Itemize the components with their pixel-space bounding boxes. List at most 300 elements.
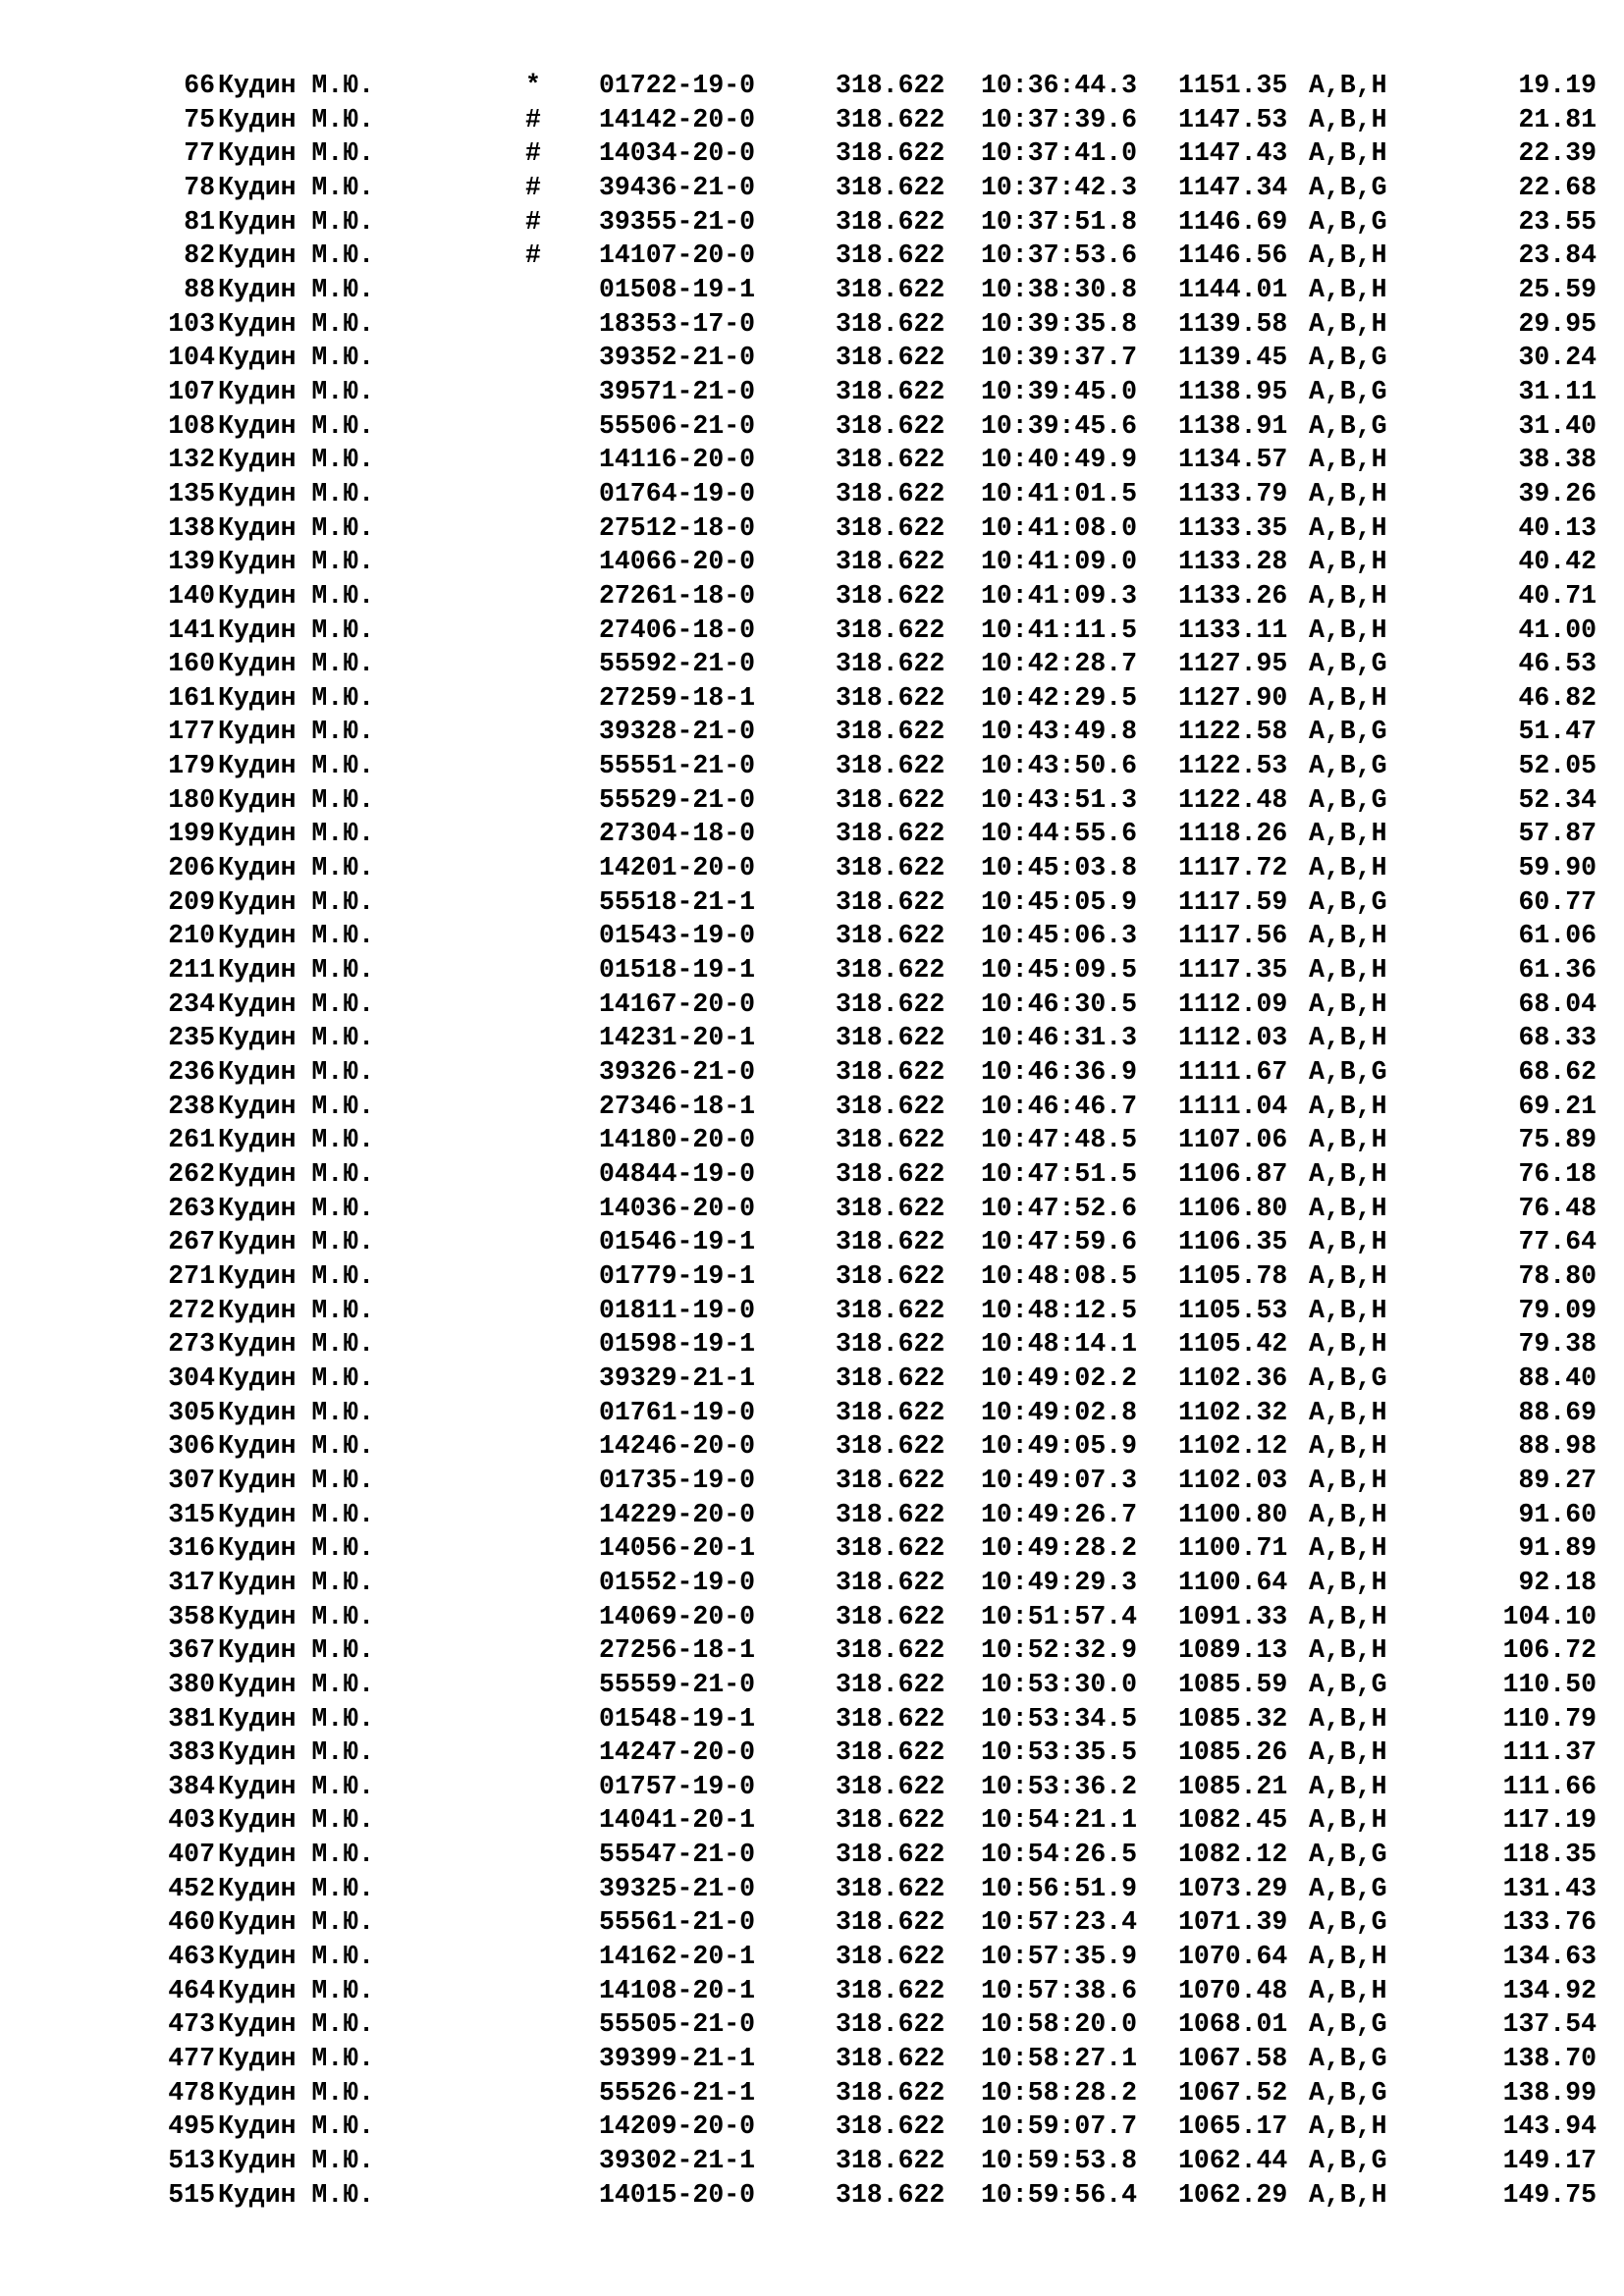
result-value: 138.70 <box>1502 2044 1597 2074</box>
row-number: 305 <box>168 1397 215 1427</box>
row-number: 179 <box>168 751 215 781</box>
result-value: 137.54 <box>1502 2009 1597 2040</box>
observer-name: Кудин М.Ю. <box>218 547 375 577</box>
time-value: 10:42:29.5 <box>981 682 1138 713</box>
time-value: 10:39:37.7 <box>981 343 1138 373</box>
time-value: 10:57:23.4 <box>981 1907 1138 1938</box>
row-number: 477 <box>168 2044 215 2074</box>
row-number: 138 <box>168 512 215 543</box>
object-id: 55559-21-0 <box>599 1669 756 1699</box>
time-value: 10:49:26.7 <box>981 1499 1138 1529</box>
mjd-value: 318.622 <box>836 1942 946 1972</box>
range-value: 1122.53 <box>1178 751 1288 781</box>
observer-name: Кудин М.Ю. <box>218 1567 375 1597</box>
table-row <box>0 953 1624 988</box>
mjd-value: 318.622 <box>836 2179 946 2210</box>
result-value: 134.92 <box>1502 1975 1597 2005</box>
time-value: 10:43:49.8 <box>981 717 1138 747</box>
table-row <box>0 1157 1624 1192</box>
time-value: 10:57:35.9 <box>981 1942 1138 1972</box>
observer-name: Кудин М.Ю. <box>218 1465 375 1495</box>
range-value: 1127.90 <box>1178 682 1288 713</box>
table-row <box>0 988 1624 1022</box>
band-codes: A,B,H <box>1309 819 1387 849</box>
object-id: 39326-21-0 <box>599 1057 756 1088</box>
mjd-value: 318.622 <box>836 1737 946 1768</box>
mjd-value: 318.622 <box>836 614 946 645</box>
row-number: 495 <box>168 2111 215 2142</box>
time-value: 10:45:05.9 <box>981 886 1138 917</box>
table-row <box>0 1225 1624 1259</box>
band-codes: A,B,G <box>1309 1669 1387 1699</box>
time-value: 10:48:08.5 <box>981 1260 1138 1291</box>
object-id: 39302-21-1 <box>599 2146 756 2176</box>
band-codes: A,B,G <box>1309 886 1387 917</box>
result-value: 57.87 <box>1518 819 1597 849</box>
object-id: 14209-20-0 <box>599 2111 756 2142</box>
table-row <box>0 1770 1624 1804</box>
result-value: 106.72 <box>1502 1635 1597 1666</box>
table-row <box>0 1123 1624 1157</box>
result-value: 88.98 <box>1518 1431 1597 1462</box>
row-flag: # <box>525 172 541 202</box>
range-value: 1117.72 <box>1178 853 1288 883</box>
time-value: 10:44:55.6 <box>981 819 1138 849</box>
time-value: 10:43:50.6 <box>981 751 1138 781</box>
row-number: 358 <box>168 1601 215 1631</box>
row-number: 515 <box>168 2179 215 2210</box>
object-id: 39328-21-0 <box>599 717 756 747</box>
observer-name: Кудин М.Ю. <box>218 1295 375 1325</box>
band-codes: A,B,G <box>1309 2044 1387 2074</box>
band-codes: A,B,H <box>1309 1023 1387 1053</box>
row-number: 267 <box>168 1227 215 1257</box>
time-value: 10:49:29.3 <box>981 1567 1138 1597</box>
time-value: 10:37:41.0 <box>981 138 1138 169</box>
time-value: 10:49:05.9 <box>981 1431 1138 1462</box>
result-value: 59.90 <box>1518 853 1597 883</box>
band-codes: A,B,H <box>1309 1465 1387 1495</box>
time-value: 10:58:20.0 <box>981 2009 1138 2040</box>
row-number: 66 <box>184 71 215 100</box>
object-id: 39325-21-0 <box>599 1873 756 1903</box>
object-id: 04844-19-0 <box>599 1159 756 1189</box>
row-number: 132 <box>168 445 215 475</box>
object-id: 55526-21-1 <box>599 2077 756 2108</box>
range-value: 1133.35 <box>1178 512 1288 543</box>
mjd-value: 318.622 <box>836 1805 946 1836</box>
result-value: 76.18 <box>1518 1159 1597 1189</box>
time-value: 10:53:34.5 <box>981 1703 1138 1734</box>
result-value: 38.38 <box>1518 445 1597 475</box>
object-id: 01552-19-0 <box>599 1567 756 1597</box>
object-id: 01518-19-1 <box>599 955 756 986</box>
row-number: 88 <box>184 274 215 304</box>
table-row <box>0 919 1624 953</box>
table-row <box>0 614 1624 648</box>
row-number: 141 <box>168 614 215 645</box>
object-id: 14036-20-0 <box>599 1193 756 1223</box>
range-value: 1112.09 <box>1178 988 1288 1019</box>
result-value: 46.53 <box>1518 649 1597 679</box>
result-value: 111.37 <box>1502 1737 1597 1768</box>
mjd-value: 318.622 <box>836 819 946 849</box>
observer-name: Кудин М.Ю. <box>218 240 375 271</box>
object-id: 39352-21-0 <box>599 343 756 373</box>
row-number: 234 <box>168 988 215 1019</box>
table-row <box>0 1362 1624 1396</box>
result-value: 79.09 <box>1518 1295 1597 1325</box>
observer-name: Кудин М.Ю. <box>218 274 375 304</box>
range-value: 1102.32 <box>1178 1397 1288 1427</box>
time-value: 10:47:52.6 <box>981 1193 1138 1223</box>
range-value: 1085.32 <box>1178 1703 1288 1734</box>
time-value: 10:59:07.7 <box>981 2111 1138 2142</box>
result-value: 29.95 <box>1518 308 1597 339</box>
table-row <box>0 1327 1624 1362</box>
band-codes: A,B,H <box>1309 853 1387 883</box>
range-value: 1138.95 <box>1178 376 1288 406</box>
table-row <box>0 239 1624 273</box>
row-flag: # <box>525 138 541 169</box>
mjd-value: 318.622 <box>836 886 946 917</box>
observer-name: Кудин М.Ю. <box>218 2077 375 2108</box>
band-codes: A,B,G <box>1309 784 1387 815</box>
observer-name: Кудин М.Ю. <box>218 1942 375 1972</box>
row-number: 407 <box>168 1840 215 1870</box>
row-number: 104 <box>168 343 215 373</box>
result-value: 117.19 <box>1502 1805 1597 1836</box>
time-value: 10:46:36.9 <box>981 1057 1138 1088</box>
result-value: 22.39 <box>1518 138 1597 169</box>
object-id: 55551-21-0 <box>599 751 756 781</box>
row-number: 161 <box>168 682 215 713</box>
range-value: 1089.13 <box>1178 1635 1288 1666</box>
time-value: 10:41:01.5 <box>981 478 1138 508</box>
observer-name: Кудин М.Ю. <box>218 988 375 1019</box>
result-value: 78.80 <box>1518 1260 1597 1291</box>
time-value: 10:37:51.8 <box>981 206 1138 237</box>
range-value: 1111.67 <box>1178 1057 1288 1088</box>
row-flag: # <box>525 206 541 237</box>
range-value: 1082.12 <box>1178 1840 1288 1870</box>
table-row <box>0 1974 1624 2008</box>
time-value: 10:49:28.2 <box>981 1533 1138 1564</box>
range-value: 1102.03 <box>1178 1465 1288 1495</box>
observer-name: Кудин М.Ю. <box>218 1771 375 1801</box>
result-value: 110.50 <box>1502 1669 1597 1699</box>
result-value: 118.35 <box>1502 1840 1597 1870</box>
object-id: 14015-20-0 <box>599 2179 756 2210</box>
row-number: 383 <box>168 1737 215 1768</box>
mjd-value: 318.622 <box>836 1533 946 1564</box>
range-value: 1106.87 <box>1178 1159 1288 1189</box>
band-codes: A,B,G <box>1309 1362 1387 1393</box>
table-row <box>0 1838 1624 1872</box>
mjd-value: 318.622 <box>836 343 946 373</box>
row-number: 81 <box>184 206 215 237</box>
result-value: 40.71 <box>1518 580 1597 611</box>
band-codes: A,B,G <box>1309 717 1387 747</box>
row-number: 478 <box>168 2077 215 2108</box>
object-id: 14247-20-0 <box>599 1737 756 1768</box>
range-value: 1105.78 <box>1178 1260 1288 1291</box>
object-id: 01598-19-1 <box>599 1329 756 1360</box>
mjd-value: 318.622 <box>836 2009 946 2040</box>
range-value: 1139.58 <box>1178 308 1288 339</box>
table-row <box>0 1668 1624 1702</box>
table-row <box>0 2144 1624 2178</box>
band-codes: A,B,H <box>1309 2179 1387 2210</box>
time-value: 10:58:28.2 <box>981 2077 1138 2108</box>
band-codes: A,B,H <box>1309 955 1387 986</box>
range-value: 1070.64 <box>1178 1942 1288 1972</box>
table-row <box>0 443 1624 477</box>
table-row <box>0 2007 1624 2042</box>
result-value: 19.19 <box>1518 71 1597 100</box>
range-value: 1111.04 <box>1178 1091 1288 1121</box>
mjd-value: 318.622 <box>836 988 946 1019</box>
table-row <box>0 1940 1624 1974</box>
result-value: 30.24 <box>1518 343 1597 373</box>
observer-name: Кудин М.Ю. <box>218 853 375 883</box>
observer-name: Кудин М.Ю. <box>218 376 375 406</box>
observer-name: Кудин М.Ю. <box>218 478 375 508</box>
band-codes: A,B,H <box>1309 988 1387 1019</box>
band-codes: A,B,H <box>1309 274 1387 304</box>
table-row <box>0 1872 1624 1906</box>
result-value: 89.27 <box>1518 1465 1597 1495</box>
row-number: 316 <box>168 1533 215 1564</box>
object-id: 14246-20-0 <box>599 1431 756 1462</box>
time-value: 10:45:03.8 <box>981 853 1138 883</box>
mjd-value: 318.622 <box>836 1567 946 1597</box>
range-value: 1147.43 <box>1178 138 1288 169</box>
object-id: 14056-20-1 <box>599 1533 756 1564</box>
range-value: 1067.52 <box>1178 2077 1288 2108</box>
range-value: 1065.17 <box>1178 2111 1288 2142</box>
range-value: 1147.53 <box>1178 104 1288 134</box>
observer-name: Кудин М.Ю. <box>218 1329 375 1360</box>
time-value: 10:43:51.3 <box>981 784 1138 815</box>
observer-name: Кудин М.Ю. <box>218 2044 375 2074</box>
time-value: 10:36:44.3 <box>981 71 1138 100</box>
result-value: 23.55 <box>1518 206 1597 237</box>
result-value: 104.10 <box>1502 1601 1597 1631</box>
band-codes: A,B,G <box>1309 649 1387 679</box>
time-value: 10:41:11.5 <box>981 614 1138 645</box>
range-value: 1100.71 <box>1178 1533 1288 1564</box>
row-number: 403 <box>168 1805 215 1836</box>
object-id: 14142-20-0 <box>599 104 756 134</box>
time-value: 10:39:35.8 <box>981 308 1138 339</box>
result-value: 25.59 <box>1518 274 1597 304</box>
observer-name: Кудин М.Ю. <box>218 1362 375 1393</box>
object-id: 14229-20-0 <box>599 1499 756 1529</box>
result-value: 75.89 <box>1518 1125 1597 1155</box>
observer-name: Кудин М.Ю. <box>218 1260 375 1291</box>
time-value: 10:58:27.1 <box>981 2044 1138 2074</box>
mjd-value: 318.622 <box>836 1840 946 1870</box>
mjd-value: 318.622 <box>836 1771 946 1801</box>
result-value: 91.89 <box>1518 1533 1597 1564</box>
band-codes: A,B,H <box>1309 547 1387 577</box>
range-value: 1107.06 <box>1178 1125 1288 1155</box>
observer-name: Кудин М.Ю. <box>218 2009 375 2040</box>
row-number: 139 <box>168 547 215 577</box>
range-value: 1117.56 <box>1178 921 1288 951</box>
object-id: 39329-21-1 <box>599 1362 756 1393</box>
mjd-value: 318.622 <box>836 1907 946 1938</box>
mjd-value: 318.622 <box>836 682 946 713</box>
band-codes: A,B,H <box>1309 1533 1387 1564</box>
object-id: 01543-19-0 <box>599 921 756 951</box>
time-value: 10:46:31.3 <box>981 1023 1138 1053</box>
mjd-value: 318.622 <box>836 1023 946 1053</box>
object-id: 27304-18-0 <box>599 819 756 849</box>
row-number: 160 <box>168 649 215 679</box>
row-number: 513 <box>168 2146 215 2176</box>
time-value: 10:49:02.2 <box>981 1362 1138 1393</box>
mjd-value: 318.622 <box>836 717 946 747</box>
range-value: 1068.01 <box>1178 2009 1288 2040</box>
table-row <box>0 681 1624 716</box>
object-id: 01508-19-1 <box>599 274 756 304</box>
object-id: 14108-20-1 <box>599 1975 756 2005</box>
band-codes: A,B,H <box>1309 1260 1387 1291</box>
row-number: 261 <box>168 1125 215 1155</box>
table-row <box>0 1600 1624 1634</box>
observer-name: Кудин М.Ю. <box>218 206 375 237</box>
row-number: 464 <box>168 1975 215 2005</box>
range-value: 1122.48 <box>1178 784 1288 815</box>
mjd-value: 318.622 <box>836 2111 946 2142</box>
band-codes: A,B,H <box>1309 921 1387 951</box>
result-value: 88.69 <box>1518 1397 1597 1427</box>
table-row <box>0 647 1624 681</box>
observer-name: Кудин М.Ю. <box>218 682 375 713</box>
table-row <box>0 1192 1624 1226</box>
object-id: 14167-20-0 <box>599 988 756 1019</box>
time-value: 10:42:28.7 <box>981 649 1138 679</box>
mjd-value: 318.622 <box>836 308 946 339</box>
row-number: 380 <box>168 1669 215 1699</box>
band-codes: A,B,H <box>1309 1499 1387 1529</box>
time-value: 10:53:30.0 <box>981 1669 1138 1699</box>
range-value: 1085.59 <box>1178 1669 1288 1699</box>
row-number: 384 <box>168 1771 215 1801</box>
object-id: 55547-21-0 <box>599 1840 756 1870</box>
observer-name: Кудин М.Ю. <box>218 172 375 202</box>
result-value: 22.68 <box>1518 172 1597 202</box>
table-row <box>0 1905 1624 1940</box>
mjd-value: 318.622 <box>836 580 946 611</box>
band-codes: A,B,H <box>1309 1703 1387 1734</box>
band-codes: A,B,H <box>1309 2111 1387 2142</box>
result-value: 31.11 <box>1518 376 1597 406</box>
band-codes: A,B,H <box>1309 1567 1387 1597</box>
mjd-value: 318.622 <box>836 853 946 883</box>
range-value: 1146.69 <box>1178 206 1288 237</box>
row-number: 262 <box>168 1159 215 1189</box>
band-codes: A,B,H <box>1309 1227 1387 1257</box>
range-value: 1112.03 <box>1178 1023 1288 1053</box>
result-value: 68.33 <box>1518 1023 1597 1053</box>
row-number: 271 <box>168 1260 215 1291</box>
band-codes: A,B,H <box>1309 1431 1387 1462</box>
mjd-value: 318.622 <box>836 1329 946 1360</box>
result-value: 31.40 <box>1518 410 1597 441</box>
band-codes: A,B,H <box>1309 104 1387 134</box>
table-row <box>0 1498 1624 1532</box>
time-value: 10:37:42.3 <box>981 172 1138 202</box>
band-codes: A,B,H <box>1309 138 1387 169</box>
row-number: 273 <box>168 1329 215 1360</box>
object-id: 14107-20-0 <box>599 240 756 271</box>
row-number: 381 <box>168 1703 215 1734</box>
table-row <box>0 2178 1624 2213</box>
range-value: 1139.45 <box>1178 343 1288 373</box>
result-value: 91.60 <box>1518 1499 1597 1529</box>
observer-name: Кудин М.Ю. <box>218 2179 375 2210</box>
mjd-value: 318.622 <box>836 512 946 543</box>
band-codes: A,B,H <box>1309 71 1387 100</box>
result-value: 39.26 <box>1518 478 1597 508</box>
band-codes: A,B,H <box>1309 614 1387 645</box>
object-id: 27261-18-0 <box>599 580 756 611</box>
observer-name: Кудин М.Ю. <box>218 1159 375 1189</box>
object-id: 01764-19-0 <box>599 478 756 508</box>
time-value: 10:53:36.2 <box>981 1771 1138 1801</box>
object-id: 01779-19-1 <box>599 1260 756 1291</box>
observer-name: Кудин М.Ю. <box>218 1635 375 1666</box>
observer-name: Кудин М.Ю. <box>218 1840 375 1870</box>
row-number: 103 <box>168 308 215 339</box>
table-row <box>0 341 1624 375</box>
mjd-value: 318.622 <box>836 1159 946 1189</box>
row-flag: * <box>525 71 541 100</box>
observer-name: Кудин М.Ю. <box>218 1193 375 1223</box>
observer-name: Кудин М.Ю. <box>218 1873 375 1903</box>
mjd-value: 318.622 <box>836 1057 946 1088</box>
time-value: 10:46:30.5 <box>981 988 1138 1019</box>
mjd-value: 318.622 <box>836 1397 946 1427</box>
band-codes: A,B,G <box>1309 2146 1387 2176</box>
mjd-value: 318.622 <box>836 1091 946 1121</box>
object-id: 27259-18-1 <box>599 682 756 713</box>
table-row <box>0 749 1624 783</box>
band-codes: A,B,G <box>1309 2009 1387 2040</box>
mjd-value: 318.622 <box>836 1669 946 1699</box>
object-id: 55518-21-1 <box>599 886 756 917</box>
row-number: 317 <box>168 1567 215 1597</box>
result-value: 79.38 <box>1518 1329 1597 1360</box>
object-id: 14041-20-1 <box>599 1805 756 1836</box>
table-row <box>0 817 1624 851</box>
result-value: 60.77 <box>1518 886 1597 917</box>
mjd-value: 318.622 <box>836 1295 946 1325</box>
mjd-value: 318.622 <box>836 547 946 577</box>
table-row <box>0 2109 1624 2144</box>
range-value: 1105.42 <box>1178 1329 1288 1360</box>
band-codes: A,B,H <box>1309 1295 1387 1325</box>
table-row <box>0 171 1624 205</box>
row-number: 107 <box>168 376 215 406</box>
object-id: 55505-21-0 <box>599 2009 756 2040</box>
row-number: 235 <box>168 1023 215 1053</box>
object-id: 55561-21-0 <box>599 1907 756 1938</box>
table-row <box>0 273 1624 307</box>
